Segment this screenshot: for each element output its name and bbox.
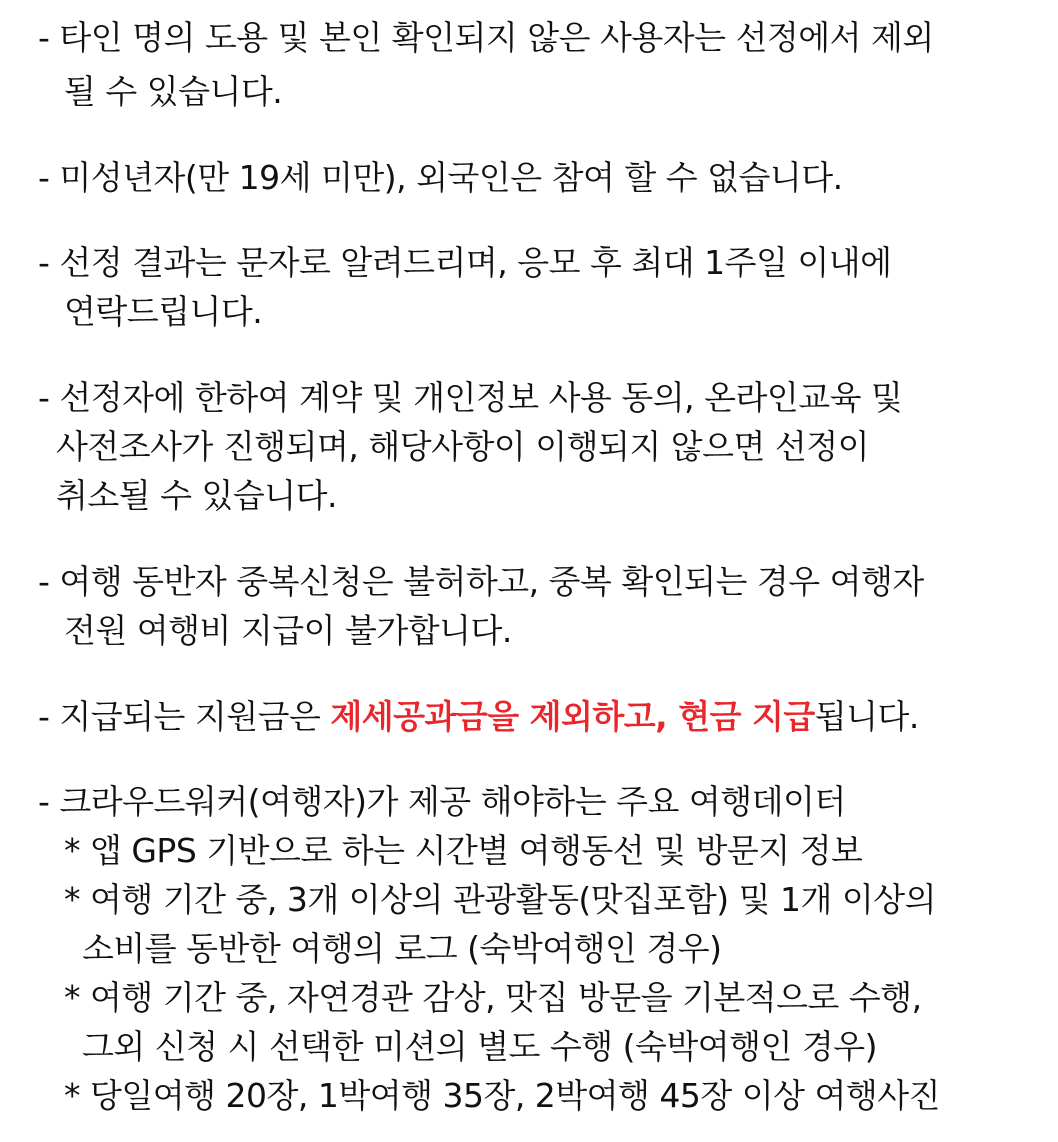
notice-data-line-4: 소비를 동반한 여행의 로그 (숙박여행인 경우) (82, 929, 722, 968)
notice-consent-line-1: - 선정자에 한하여 계약 및 개인정보 사용 동의, 온라인교육 및 (38, 378, 903, 417)
notice-payment-prefix: - 지급되는 지원금은 (38, 697, 331, 736)
notice-duplicate-line-1: - 여행 동반자 중복신청은 불허하고, 중복 확인되는 경우 여행자 (38, 562, 924, 601)
notice-consent-line-2: 사전조사가 진행되며, 해당사항이 이행되지 않으면 선정이 (56, 427, 870, 466)
notice-data-line-3: * 여행 기간 중, 3개 이상의 관광활동(맛집포함) 및 1개 이상의 (64, 880, 936, 919)
notice-identity-line-2: 될 수 있습니다. (64, 72, 283, 111)
notice-data-line-5: * 여행 기간 중, 자연경관 감상, 맛집 방문을 기본적으로 수행, (64, 978, 922, 1017)
notice-consent-line-3: 취소될 수 있습니다. (56, 476, 337, 515)
notice-result-line-2: 연락드립니다. (64, 292, 263, 331)
notice-data-line-2: * 앱 GPS 기반으로 하는 시간별 여행동선 및 방문지 정보 (64, 831, 863, 870)
notice-payment-highlight: 제세공과금을 제외하고, 현금 지급 (330, 697, 815, 736)
notice-data-line-1: - 크라우드워커(여행자)가 제공 해야하는 주요 여행데이터 (38, 782, 846, 821)
notice-duplicate-line-2: 전원 여행비 지급이 불가합니다. (64, 611, 512, 650)
notice-data-line-6: 그외 신청 시 선택한 미션의 별도 수행 (숙박여행인 경우) (82, 1027, 877, 1066)
notice-data-line-7: * 당일여행 20장, 1박여행 35장, 2박여행 45장 이상 여행사진 (64, 1076, 941, 1115)
notice-eligibility-line-1: - 미성년자(만 19세 미만), 외국인은 참여 할 수 없습니다. (38, 158, 843, 197)
notice-result-line-1: - 선정 결과는 문자로 알려드리며, 응모 후 최대 1주일 이내에 (38, 243, 892, 282)
notice-payment-suffix: 됩니다. (814, 697, 919, 736)
notice-identity-line-1: - 타인 명의 도용 및 본인 확인되지 않은 사용자는 선정에서 제외 (38, 18, 934, 57)
notice-payment-line (38, 695, 919, 739)
